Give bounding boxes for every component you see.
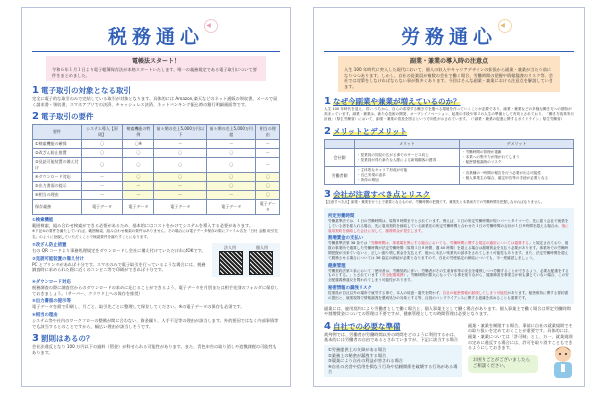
table-cell: ①検索機能の確保 (33, 140, 82, 149)
table-cell: 〇 (256, 191, 280, 200)
table-cell: 〇 (123, 149, 154, 158)
list-item: ④自社の名誉や信用を損なう行為や信頼関係を破壊する行為がある場合 (328, 363, 458, 375)
note (32, 312, 280, 329)
table-cell: 〇 (207, 182, 256, 191)
qr-code-corporate[interactable] (219, 251, 243, 275)
table-cell: 〇 (81, 149, 123, 158)
section-heading: 3 会社が注意すべき点とリスク (324, 189, 431, 201)
highlighted-text: 後に雇用契約を締結した会社に対して、割増賃金が発生します。 (328, 223, 569, 233)
table-cell: 〇 (123, 173, 154, 182)
table-cell: 電子データ (123, 200, 154, 215)
note (32, 298, 280, 310)
table-cell: 保存義務 (33, 200, 82, 215)
page-title: 税務通心 ◀ (32, 22, 280, 52)
table-row (33, 191, 280, 200)
note-text: 税務調査の際に調査官からのダウンロードの求めに応じることができるよう、電子データを月別または相手先別のフォルダに保存しておきましょう。（サーバー、クラウド上への保存を推奨） (32, 285, 279, 296)
highlighted-text: 安全配慮義務 (381, 273, 404, 278)
section-heading: 1 なぜ今副業や兼業が増えているのか？ (324, 96, 461, 108)
lead-title: 電帳法スタート！ (131, 58, 180, 65)
column-header: システム導入【原則】 (81, 125, 123, 140)
section-heading: 3 罰則はあるの？ (32, 333, 94, 345)
labor-newsletter-page: 労務通心 ◀ 副業・兼業の導入時の注意点 人生 100 年時代に突入した現代において、個人の収入やキャリアデザインの拡張から副業・兼業が当たり前になりつつあります。しかし、自社の従業員が複数の会社で働く場合、労働時間の把握や情報漏洩のリスク等、会社では対策をしなければならない事が数多くあります。今回はそんな副業・兼業における注意点を解説していきます。 1 なぜ今副業や兼業が増えているのか？ 人生 100 年時代を迎え、若い うちから、自らの希望する働き方を選べる環境を作っていくことが必要であり、副業・兼業などの多様な働き方への期待が高まっています。副業・兼業は、新たな技術の開発、オープンイノベーション、起業の手段や第２の人生の準備として有効とされており、「働き方改革実行計画」（厚生労働省）において、副業・兼業の普及を図るという方向性が示されています。（「副業・兼業の促進に関するガイドライン」厚生労働省） 2 メリットとデメリット メリット デメリット 会社側 ・従業員の知見の広がる事でのサービス向上 ・従業員が得た新たな人脈による新規顧客の獲得 ・労働時間の管理が複雑 ・本業への集中力が削がれてしまう ・秘密情報漏洩のリスク 労働者側 ・主体的なキャリア形成が可能 ・自己実現の追求 ・所得の増加 ・各業種の一時間の報告を行う必要が出る可能性 ・個人事業主の場合、確定申告等の手続が必要となる 3 会社が注意すべき点とリスク 【注意すべき点】副業・兼業を行う上で重要となるものが、労働時間の把握です。兼業先と本業両方での労働時間を把握しなければなりません。 所定労働時間 労働基準法では、１日の労働時間は、原則８時間までとされています。例えば、１日の所定労働時間が短いパートタイマーで、先に雇う会社で就業をしている者を雇入れる場合、先に雇用契約を締結している副業先の所定労働時間と合わせた１日の労働時間の合計が１日８時間を超える場合は、後に雇用契約を締結した会社に対して、割増賃金が発生します。 割増賃金の支払い 労働基準法第 38 条では「労働時間は、事業場を異にする場合においても、労働時間に関する規定の適用については通算する」と規定されており、複数の事業所で通算した労働時間が法定労働時間（原則１日８時間、週 40 時間）を超える場合は割増賃金を支払う必要があります。事業所での労働時間把握が出来ていないと、正しい割り増し賃金を支払えず、後から未払い残業代の請求をされてしまう可能性もあります。また、法定労働時間を超えて勤務させる場合については 36 協定の締結が必要となりますので、自社の労使協定の締結についても、今一度確認しましょう。 健康管理 労働契約法第５条において「使用者は、労働契約に伴い、労働者がその生命身体等の安全を確保しつつ労働することができるよう、必要な配慮をするものとする。」とされています（安全配慮義務）。労働時間が膨大になっている事を知りながら、健康障害を事業主が何も講じていない場合、この安全配慮義務違反を問われてしまう可能性があります。 秘密情報の漏洩リスク 従業員が自社以外の場所で就労する事で、本人の故意・過失を問わず、自社の秘密情報が漏洩してしまう可能性があります。秘密保持に関する誓約書の提出と、就業規則で情報漏洩を懲戒処分の対象とする等、社員のコンプライアンスに関する意識を高めることも重要です。 副業には、雇用契約により労働者として働く場合と、個人事業主として働く場合があります。個人事業主で働く場合は所定労働時間や割増賃金についての管理は不要ですが、健康管理としての時間管理は必要となります。 4 自社での必要な準備 裁判例では、労働者が労働時間以外の時間をどのように利用するかは、基本的には労働者の自由であるとされていますが、下記に該当する場合 ①労務提供上の支障がある場合 ②業務上の秘密が漏洩する場合 ③競業により自社の利益が害される場合 ④自社の名誉や信用を損なう行為や信頼関係を破壊する行為がある場合 副業・兼業を制限する場合、事前に自社の就業規則でその取り扱いを定めておくことが重要です。具体的には、副業・兼業については「許可制」とし、万一、就業規則の定めに違反する場合には、許可を取り消すこともできるようにしておきます。 お困りごとがございましたらご相談ください。 (313, 7, 585, 387)
column-header: 相当の理由 (256, 125, 280, 140)
table-cell: ー (154, 182, 207, 191)
note-heading: ①検索機能 (32, 218, 54, 224)
table-cell: ②改ざん防止措置 (33, 149, 82, 158)
table-cell: ー (154, 191, 207, 200)
table-cell: ー (207, 191, 256, 200)
table-cell: 〇 (123, 158, 154, 173)
risk-text: 労働契約法第５条において「使用者は、労働契約に伴い、労働者がその生命身体等の安全を確保しつつ労働することができるよう、必要な配慮をするものとする。」とされています（安全配慮義務）。労働時間が膨大になっている事を知りながら、健康障害を事業主が何も講じていない場合、この安全配慮義務違反を問われてしまう可能性があります。 (328, 268, 569, 283)
list-item: ②業務上の秘密が漏洩する場合 (328, 352, 387, 358)
table-cell: 〇 (81, 140, 123, 149)
speech-bubble: お困りごとがございましたらご相談ください。 (468, 355, 538, 373)
table-cell: ー (256, 158, 280, 173)
page-title: 労務通心 ◀ (324, 22, 574, 52)
qr-code-individual[interactable] (249, 251, 273, 275)
table-cell: 〇 (154, 149, 207, 158)
table-cell: 〇 (207, 158, 256, 173)
table-header-row (33, 125, 280, 140)
table-cell: 〇 (207, 173, 256, 182)
highlighted-text: 労働時間は、事業場を異にする場合においても、労働時間に関する規定の適用については通算する (370, 241, 529, 246)
table-cell: ー (81, 182, 123, 191)
table-cell: 〇 (256, 182, 280, 191)
column-header: 検索機能の特例 (123, 125, 154, 140)
table-cell: 電子データ (81, 200, 123, 215)
lead-box (46, 56, 266, 81)
consultant-mascot-icon (550, 340, 576, 378)
note-heading: ⑤出力書面の提示等 (32, 299, 71, 305)
qr-codes: 法人用 個人用 (212, 243, 280, 277)
table-cell: ④ダウンロード対応 (33, 173, 82, 182)
conditions-list (324, 345, 462, 377)
requirements-table (32, 124, 280, 215)
table-row (33, 149, 280, 158)
section-heading: 4 自社での必要な準備 (324, 320, 401, 332)
table-row (33, 182, 280, 191)
table-cell: 〇 (154, 173, 207, 182)
column-header: デメリット (460, 140, 574, 149)
table-cell: ー (154, 140, 207, 149)
table-row (33, 200, 280, 215)
note-heading: ②改ざん防止措置 (32, 243, 67, 249)
table-row (325, 149, 574, 167)
table-cell: ー (123, 182, 154, 191)
column-header: 前々期の売上5,000万円以下 (154, 125, 207, 140)
note-subtext: ※下記④の要件を満たしていれば、範囲検索、組み合わせ検索の要件はありません。その場合には電子データ保存の際にファイル名を「日付 金額 取引先名」のように登録していただくことで検索要件を満たすことになります。 (32, 228, 278, 239)
note-text: 右の QR コードより事務処理規定をダウンロードし会社に備え付けていただければOKです。 (32, 248, 206, 254)
note-heading: ⑥相当の理由 (32, 312, 58, 318)
table-cell: ー (256, 140, 280, 149)
note (32, 217, 280, 240)
table-row (33, 173, 280, 182)
section-text: 会社法違反となり 100 万円以下の過料（罰金）が科せられる可能性があります。また、青色申告の取り消しや追徴課税の可能性もあります。 (32, 344, 277, 355)
note-text: 範囲検索、組み合わせ検索ができる必要があるため、基本的にはコストをかけてシステムを導入する必要があります。 (32, 223, 254, 229)
risk-text: 労働基準法第 38 条では「労働時間は、事業場を異にする場合においても、労働時間に関する規定の適用については通算する」と規定されており、複数の事業所で通算した労働時間が法定労働時間（原則１日８時間、週 40 時間）を超える場合は割増賃金を支払う必要があります。事業所での労働時間把握が出来ていないと、正しい割り増し賃金を支払えず、後から未払い残業代の請求をされてしまう可能性もあります。また、法定労働時間を超えて勤務させる場合については 36 協定の締結が必要となりますので、自社の労使協定の締結についても、今一度確認しましょう。 (328, 241, 569, 260)
column-header: 前々期の売上5,000万円超 (207, 125, 256, 140)
list-item: ①労務提供上の支障がある場合 (328, 346, 387, 352)
table-cell: ・各業種の一時間の報告を行う必要が出る可能性 ・個人事業主の場合、確定申告等の手続が必要となる (460, 167, 574, 185)
note (32, 256, 208, 273)
note-heading: ④ダウンロード対応 (32, 280, 71, 286)
table-cell: 〇 (81, 158, 123, 173)
section-text: 完全に電子的な取引のみで完結している取引が対象となります。具体的には Amazon,楽天などのネット通販の領収書、メールで届く請求書・領収書、スマホアプリでの決済、キャッシュレス決済、ネットバンキング振込時の銀行明細画面等です。 (32, 96, 278, 107)
tax-newsletter-page (21, 7, 291, 387)
lead-box: 副業・兼業の導入時の注意点 人生 100 年時代に突入した現代において、個人の収入やキャリアデザインの拡張から副業・兼業が当たり前になりつつあります。しかし、自社の従業員が複数の会社で働く場合、労働時間の把握や情報漏洩のリスク等、会社では対策をしなければならない事が数多くあります。今回はそんな副業・兼業における注意点を解説していきます。 (338, 56, 560, 92)
stamp-icon: ◀ (498, 19, 512, 33)
section-heading: 2 電子取引の要件 (32, 111, 94, 123)
risk-item (328, 235, 570, 260)
section-heading: 1 電子取引の対象となる取引 (32, 85, 131, 97)
note (32, 242, 208, 254)
risk-item (328, 285, 570, 301)
highlighted-text: 自社の秘密情報が漏洩してしまう可能性 (442, 290, 508, 295)
table-cell: 〇 (207, 149, 256, 158)
table-cell: 電子データ (154, 200, 207, 215)
risk-item (328, 213, 570, 233)
note-text: システム等や社内のワークフローの整備が間に合わない、資金繰り、人手不足等の理由が該当します。外的要因ではなく内部事情等でも該当するとのことですから、幅広い理由が該当しそうです。 (32, 317, 279, 329)
table-cell: ・従業員の知見の広がる事でのサービス向上 ・従業員が得た新たな人脈による新規顧客の獲得 (355, 149, 460, 167)
table-cell: 〇 (154, 158, 207, 173)
table-cell: ー (256, 149, 280, 158)
merit-table (324, 139, 574, 185)
lead-text: 令和６年１月１日より電子帳簿保存法が本格スタートいたします。唯一の義務規定である電子取引について要件をまとめました。 (52, 67, 257, 78)
risk-heading: 秘密情報の漏洩リスク (328, 285, 372, 291)
table-cell: 労働者側 (325, 167, 355, 185)
risk-heading: 割増賃金の支払い (328, 236, 364, 242)
list-item: ③競業により自社の利益が害される場合 (328, 358, 403, 364)
note-heading: ③見読可能装置の備え付け (32, 256, 85, 262)
section-heading: 2 メリットとデメリット (324, 126, 408, 138)
table-row (325, 167, 574, 185)
risk-item (328, 263, 570, 283)
table-cell: ・労働時間の管理が複雑 ・本業への集中力が削がれてしまう ・秘密情報漏洩のリスク (460, 149, 574, 167)
table-header-row (325, 140, 574, 149)
risks-box (324, 208, 574, 304)
note (32, 279, 280, 296)
table-cell: ー (81, 173, 123, 182)
column-header: 要件 (33, 125, 82, 140)
table-cell: ー (207, 140, 256, 149)
risk-heading: 健康管理 (328, 263, 346, 269)
stamp-icon: ◀ (204, 19, 218, 33)
notes-top (32, 215, 280, 240)
risk-text: 労働基準法では、１日の労働時間は、原則８時間までとされています。例えば、１日の所定労働時間が短いパートタイマーで、先に雇う会社で就業をしている者を雇入れる場合、先に雇用契約を締結している副業先の所定労働時間と合わせた１日の労働時間の合計が１日８時間を超える場合は、後に雇用契約を締結した会社に対して、割増賃金が発生します。 (328, 218, 569, 233)
note-text: PC とプリンタがあれば十分です。スマホのみで電子取引を行っているような場合には、税務調査時に求められた際に近くのコンビニ等で印刷ができれば十分です。 (32, 261, 206, 273)
note-text: 電子データを紙で印刷し、月ごと、取引先ごとに整理して保存してください。※の電子データの保存も必須です。 (32, 304, 245, 310)
table-cell: ・主体的なキャリア形成が可能 ・自己実現の追求 ・所得の増加 (355, 167, 460, 185)
risk-heading: 所定労働時間 (328, 213, 355, 219)
table-row (33, 140, 280, 149)
column-header (325, 140, 355, 149)
table-cell: ー (81, 191, 123, 200)
table-cell: ③見読可能装置の備え付け (33, 158, 82, 173)
risk-text: 従業員が自社以外の場所で就労する事で、本人の故意・過失を問わず、自社の秘密情報が漏洩してしまう可能性があります。秘密保持に関する誓約書の提出と、就業規則で情報漏洩を懲戒処分の対象とする等、社員のコンプライアンスに関する意識を高めることも重要です。 (328, 290, 569, 300)
column-header: メリット (355, 140, 460, 149)
table-cell: 〇※ (123, 140, 154, 149)
table-cell: 電子データ (256, 200, 280, 215)
table-cell: 〇 (256, 173, 280, 182)
table-cell: ー (123, 191, 154, 200)
table-cell: 電子データ (207, 200, 256, 215)
table-row (33, 158, 280, 173)
table-cell: 会社側 (325, 149, 355, 167)
table-cell: ⑤出力書面の提示 (33, 182, 82, 191)
table-cell: ⑥相当の理由 (33, 191, 82, 200)
